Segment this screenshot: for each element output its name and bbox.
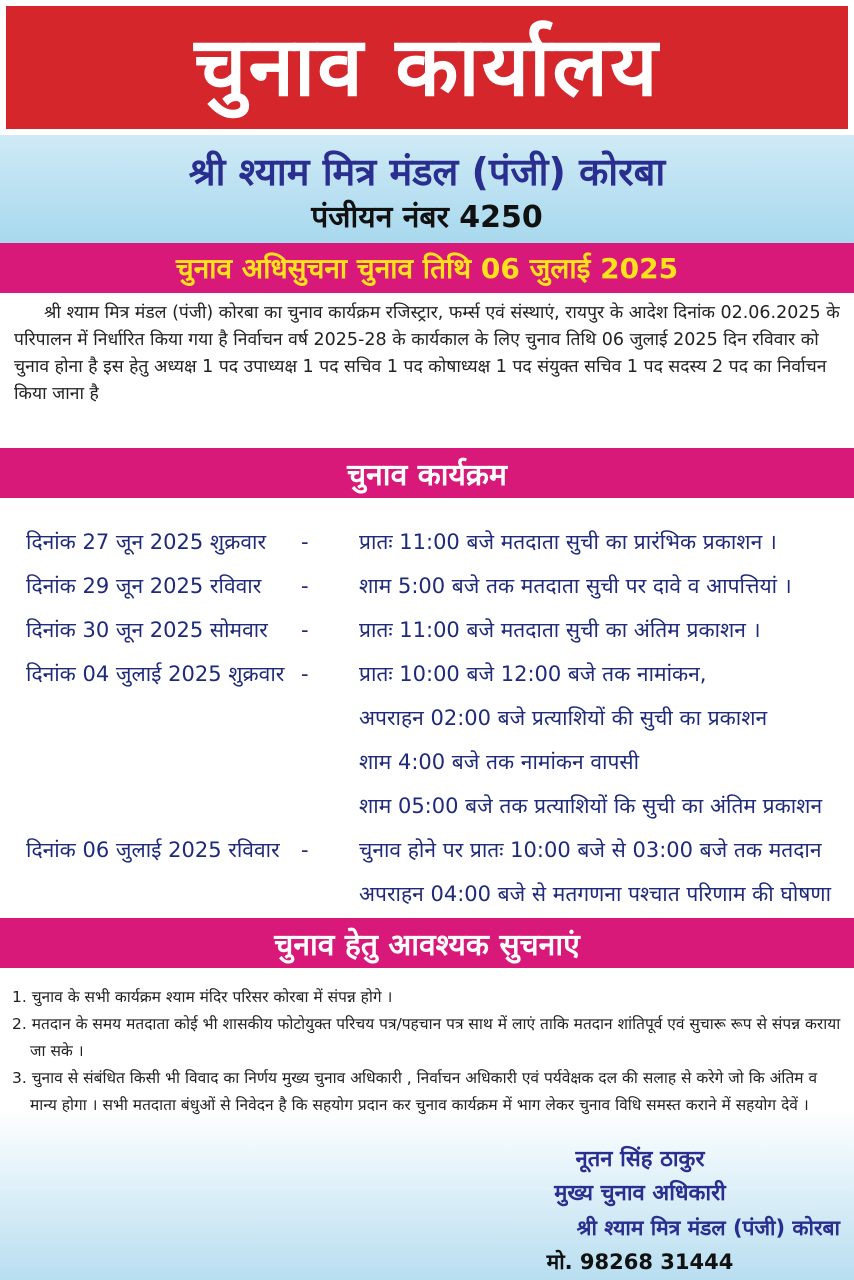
schedule-row	[26, 520, 846, 564]
schedule-date: दिनांक 29 जून 2025 रविवार	[26, 574, 262, 598]
schedule-line: अपराहन 02:00 बजे प्रत्याशियों की सुची का प्रकाशन	[359, 706, 768, 730]
schedule-line: प्रातः 10:00 बजे 12:00 बजे तक नामांकन,	[359, 662, 707, 686]
schedule-dash: -	[301, 662, 309, 686]
schedule-row	[26, 564, 846, 608]
notice-text: श्री श्याम मित्र मंडल (पंजी) कोरबा का चुनाव कार्यक्रम रजिस्ट्रार, फर्म्स एवं संस्थाएं, रायपुर के आदेश दिनांक 02.06.2025 के परिपालन में निर्धारित किया गया है निर्वाचन वर्ष 2025-28 के कार्यकाल के लिए चुनाव तिथि 06 जुलाई 2025 दिन रविवार को चुनाव होना है इस हेतु अध्यक्ष 1 पद उपाध्यक्ष 1 पद सचिव 1 पद कोषाध्यक्ष 1 पद संयुक्त सचिव 1 पद सदस्य 2 पद का निर्वाचन किया जाना है	[14, 303, 840, 404]
schedule-table	[26, 520, 846, 916]
schedule-details	[359, 828, 846, 916]
info-heading-band	[0, 918, 854, 968]
info-item: 2. मतदान के समय मतदाता कोई भी शासकीय फोटोयुक्त परिचय पत्र/पहचान पत्र साथ में लाएं ताकि मतदान शांतिपूर्व एवं सुचारू रूप से संपन्न कराया जा सके ।	[12, 1015, 841, 1060]
officer-designation: मुख्य चुनाव अधिकारी	[554, 1181, 726, 1206]
signature-organization: श्री श्याम मित्र मंडल (पंजी) कोरबा	[576, 1216, 840, 1240]
page-title: चुनाव कार्यालय	[194, 19, 660, 115]
schedule-date: दिनांक 27 जून 2025 शुक्रवार	[26, 530, 267, 554]
schedule-dash: -	[301, 530, 309, 554]
officer-name: नूतन सिंह ठाकुर	[575, 1147, 705, 1172]
registration-number: पंजीयन नंबर 4250	[311, 200, 543, 235]
notice-heading-band	[0, 243, 854, 293]
info-list	[12, 984, 842, 1119]
schedule-details	[359, 652, 846, 828]
schedule-line: अपराहन 04:00 बजे से मतगणना पश्चात परिणाम की घोषणा	[359, 882, 832, 906]
signature-block	[440, 1143, 840, 1279]
schedule-line: शाम 4:00 बजे तक नामांकन वापसी	[359, 750, 640, 774]
schedule-row	[26, 828, 846, 916]
program-heading-band	[0, 448, 854, 498]
schedule-dash: -	[301, 838, 309, 862]
schedule-line: शाम 05:00 बजे तक प्रत्याशियों कि सुची का अंतिम प्रकाशन	[359, 794, 823, 818]
schedule-date: दिनांक 06 जुलाई 2025 रविवार	[26, 838, 280, 862]
schedule-row	[26, 608, 846, 652]
program-heading: चुनाव कार्यक्रम	[347, 457, 507, 493]
schedule-line: प्रातः 11:00 बजे मतदाता सुची का अंतिम प्रकाशन ।	[359, 618, 761, 642]
schedule-details	[359, 520, 846, 564]
notice-heading: चुनाव अधिसुचना चुनाव तिथि 06 जुलाई 2025	[175, 252, 679, 285]
title-banner	[0, 0, 854, 135]
schedule-details	[359, 564, 846, 608]
schedule-line: चुनाव होने पर प्रातः 10:00 बजे से 03:00 बजे तक मतदान	[359, 838, 822, 862]
header-band	[0, 135, 854, 243]
contact-phone: मो. 98268 31444	[546, 1250, 734, 1274]
organization-name: श्री श्याम मित्र मंडल (पंजी) कोरबा	[188, 150, 666, 194]
schedule-dash: -	[301, 574, 309, 598]
schedule-row	[26, 652, 846, 828]
schedule-line: शाम 5:00 बजे तक मतदाता सुची पर दावे व आपत्तियां ।	[359, 574, 792, 598]
schedule-dash: -	[301, 618, 309, 642]
schedule-details	[359, 608, 846, 652]
info-heading: चुनाव हेतु आवश्यक सुचनाएं	[274, 927, 580, 963]
schedule-line: प्रातः 11:00 बजे मतदाता सुची का प्रारंभिक प्रकाशन ।	[359, 530, 777, 554]
info-item: 1. चुनाव के सभी कार्यक्रम श्याम मंदिर परिसर कोरबा में संपन्न होगे ।	[12, 988, 393, 1006]
schedule-date: दिनांक 30 जून 2025 सोमवार	[26, 618, 268, 642]
info-item: 3. चुनाव से संबंधित किसी भी विवाद का निर्णय मुख्य चुनाव अधिकारी , निर्वाचन अधिकारी एवं पर्यवेक्षक दल की सलाह से करेगे जो कि अंतिम व मान्य होगा । सभी मतदाता बंधुओं से निवेदन है कि सहयोग प्रदान कर चुनाव कार्यक्रम में भाग लेकर चुनाव विधि समस्त कराने में सहयोग देवें ।	[12, 1069, 818, 1114]
schedule-date: दिनांक 04 जुलाई 2025 शुक्रवार	[26, 662, 285, 686]
